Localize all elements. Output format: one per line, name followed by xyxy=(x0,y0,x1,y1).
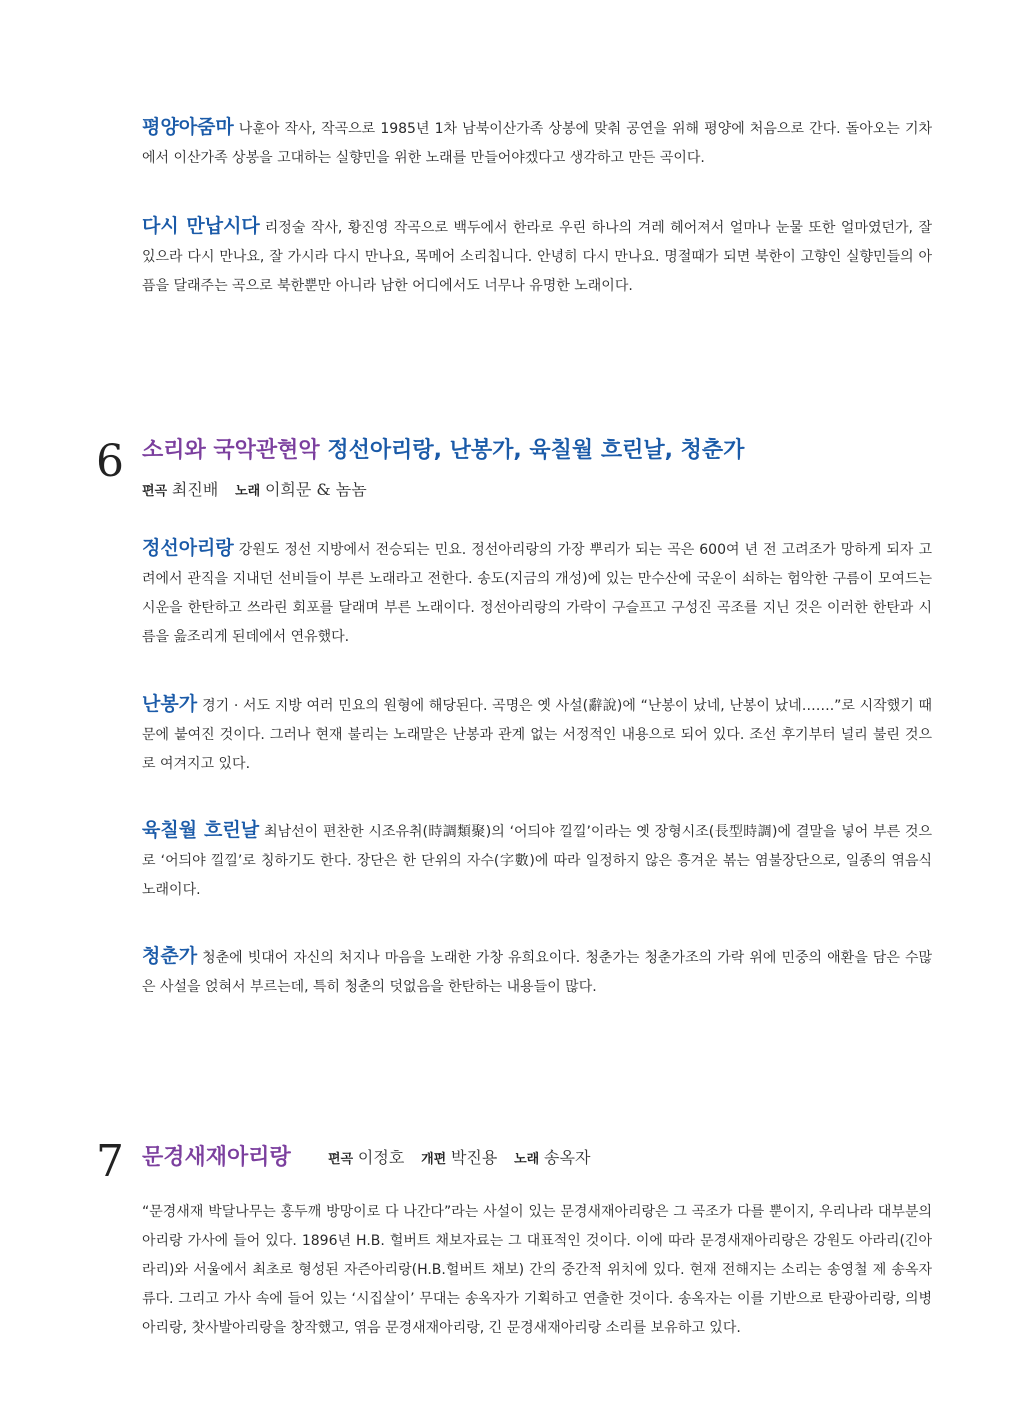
section-title xyxy=(142,1143,291,1173)
section-title-text: 문경새재아리랑 xyxy=(142,1145,291,1170)
song-entry-pyongyang-ajumma xyxy=(142,113,932,173)
song-description: 리정술 작사, 황진영 작곡으로 백두에서 한라로 우린 하나의 겨레 헤어져서 얼마나 눈물 또한 얼마였던가, 잘 있으라 다시 만나요, 잘 가시라 다시 만나요, 목메어 소리칩니다. 안녕히 다시 만나요. 명절때가 되면 북한이 고향인 실향민들의 아픔을 달래주는 곡으로 북한뿐만 아니라 남한 어디에서도 너무나 유명한 노래이다. xyxy=(142,220,932,294)
section-number: 7 xyxy=(96,1136,124,1187)
credit-name-vocal: 송옥자 xyxy=(544,1148,591,1167)
song-entry-jeongseon-arirang xyxy=(142,534,932,652)
credit-label-arranger: 편곡 xyxy=(328,1152,354,1167)
song-description: 최남선이 편찬한 시조유취(時調類聚)의 ‘어듸야 낄낄’이라는 옛 장형시조(長型時調)에 결말을 넣어 부른 것으로 ‘어듸야 낄낄’로 칭하기도 한다. 장단은 한 단위의 자수(字數)에 따라 일정하지 않은 흥겨운 볶는 염불장단으로, 일종의 엮음식 노래이다. xyxy=(142,824,932,898)
section-title xyxy=(142,436,744,466)
credit-label-revision: 개편 xyxy=(421,1152,447,1167)
song-description: 강원도 정선 지방에서 전승되는 민요. 정선아리랑의 가장 뿌리가 되는 곡은 600여 년 전 고려조가 망하게 되자 고려에서 관직을 지내던 선비들이 부른 노래라고 전한다. 송도(지금의 개성)에 있는 만수산에 국운이 쇠하는 험악한 구름이 모여드는 시운을 한탄하고 쓰라린 회포를 달래며 부른 노래이다. 정선아리랑의 가락이 구슬프고 구성진 곡조를 지닌 것은 이러한 한탄과 시름을 읊조리게 된데에서 연유했다. xyxy=(142,542,932,645)
song-title: 육칠월 흐린날 xyxy=(142,819,260,841)
credit-name-arranger: 최진배 xyxy=(171,480,219,499)
credit-label-arranger: 편곡 xyxy=(142,484,168,499)
song-title: 정선아리랑 xyxy=(142,537,234,559)
song-description: 청춘에 빗대어 자신의 처지나 마음을 노래한 가창 유희요이다. 청춘가는 청춘가조의 가락 위에 민중의 애환을 담은 수많은 사설을 얹혀서 부르는데, 특히 청춘의 덧없음을 한탄하는 내용들이 많다. xyxy=(142,950,932,995)
song-description: 나훈아 작사, 작곡으로 1985년 1차 남북이산가족 상봉에 맞춰 공연을 위해 평양에 처음으로 간다. 돌아오는 기차에서 이산가족 상봉을 고대하는 실향민을 위한 노래를 만들어야겠다고 생각하고 만든 곡이다. xyxy=(142,121,932,166)
credit-label-vocal: 노래 xyxy=(514,1152,540,1167)
song-entry-dasi-mannapsida xyxy=(142,212,932,301)
song-title: 청춘가 xyxy=(142,945,198,967)
song-entry-nanbongga xyxy=(142,690,932,779)
section-body-text: “문경새재 박달나무는 홍두깨 방망이로 다 나간다”라는 사설이 있는 문경새재아리랑은 그 곡조가 다를 뿐이지, 우리나라 대부분의 아리랑 가사에 들어 있다. 1896년 H.B. 헐버트 채보자료는 그 대표적인 것이다. 이에 따라 문경새재아리랑은 강원도 아라리(긴아라리)와 서울에서 최초로 형성된 자즌아리랑(H.B.헐버트 채보) 간의 중간적 위치에 있다. 현재 전해지는 소리는 송영철 제 송옥자 류다. 그리고 가사 속에 들어 있는 ‘시집살이’ 무대는 송옥자가 기획하고 연출한 것이다. 송옥자는 이를 기반으로 탄광아리랑, 의병아리랑, 찻사발아리랑을 창작했고, 엮음 문경새재아리랑, 긴 문경새재아리랑 소리를 보유하고 있다. xyxy=(142,1204,932,1336)
credit-name-vocal: 이희문 & 놈놈 xyxy=(264,480,367,499)
song-entry-yukchilwol xyxy=(142,816,932,905)
section-number: 6 xyxy=(96,436,124,487)
song-title: 다시 만납시다 xyxy=(142,215,260,237)
section-title-part1: 소리와 국악관현악 xyxy=(142,438,320,463)
credit-label-vocal: 노래 xyxy=(235,484,261,499)
song-description: 경기 · 서도 지방 여러 민요의 원형에 해당된다. 곡명은 옛 사설(辭說)에 “난봉이 났네, 난봉이 났네…….”로 시작했기 때문에 붙여진 것이다. 그러나 현재 불리는 노래말은 난봉과 관계 없는 서정적인 내용으로 되어 있다. 조선 후기부터 널리 불린 것으로 여겨지고 있다. xyxy=(142,698,932,772)
section-credits xyxy=(328,1143,602,1175)
section-credits xyxy=(142,479,379,503)
song-title: 난봉가 xyxy=(142,693,198,715)
song-title: 평양아줌마 xyxy=(142,116,234,138)
section-title-part2: 정선아리랑, 난봉가, 육칠월 흐린날, 청춘가 xyxy=(327,438,745,463)
song-entry-cheongchunga xyxy=(142,942,932,1002)
credit-name-revision: 박진용 xyxy=(450,1148,498,1167)
credit-name-arranger: 이정호 xyxy=(357,1148,405,1167)
